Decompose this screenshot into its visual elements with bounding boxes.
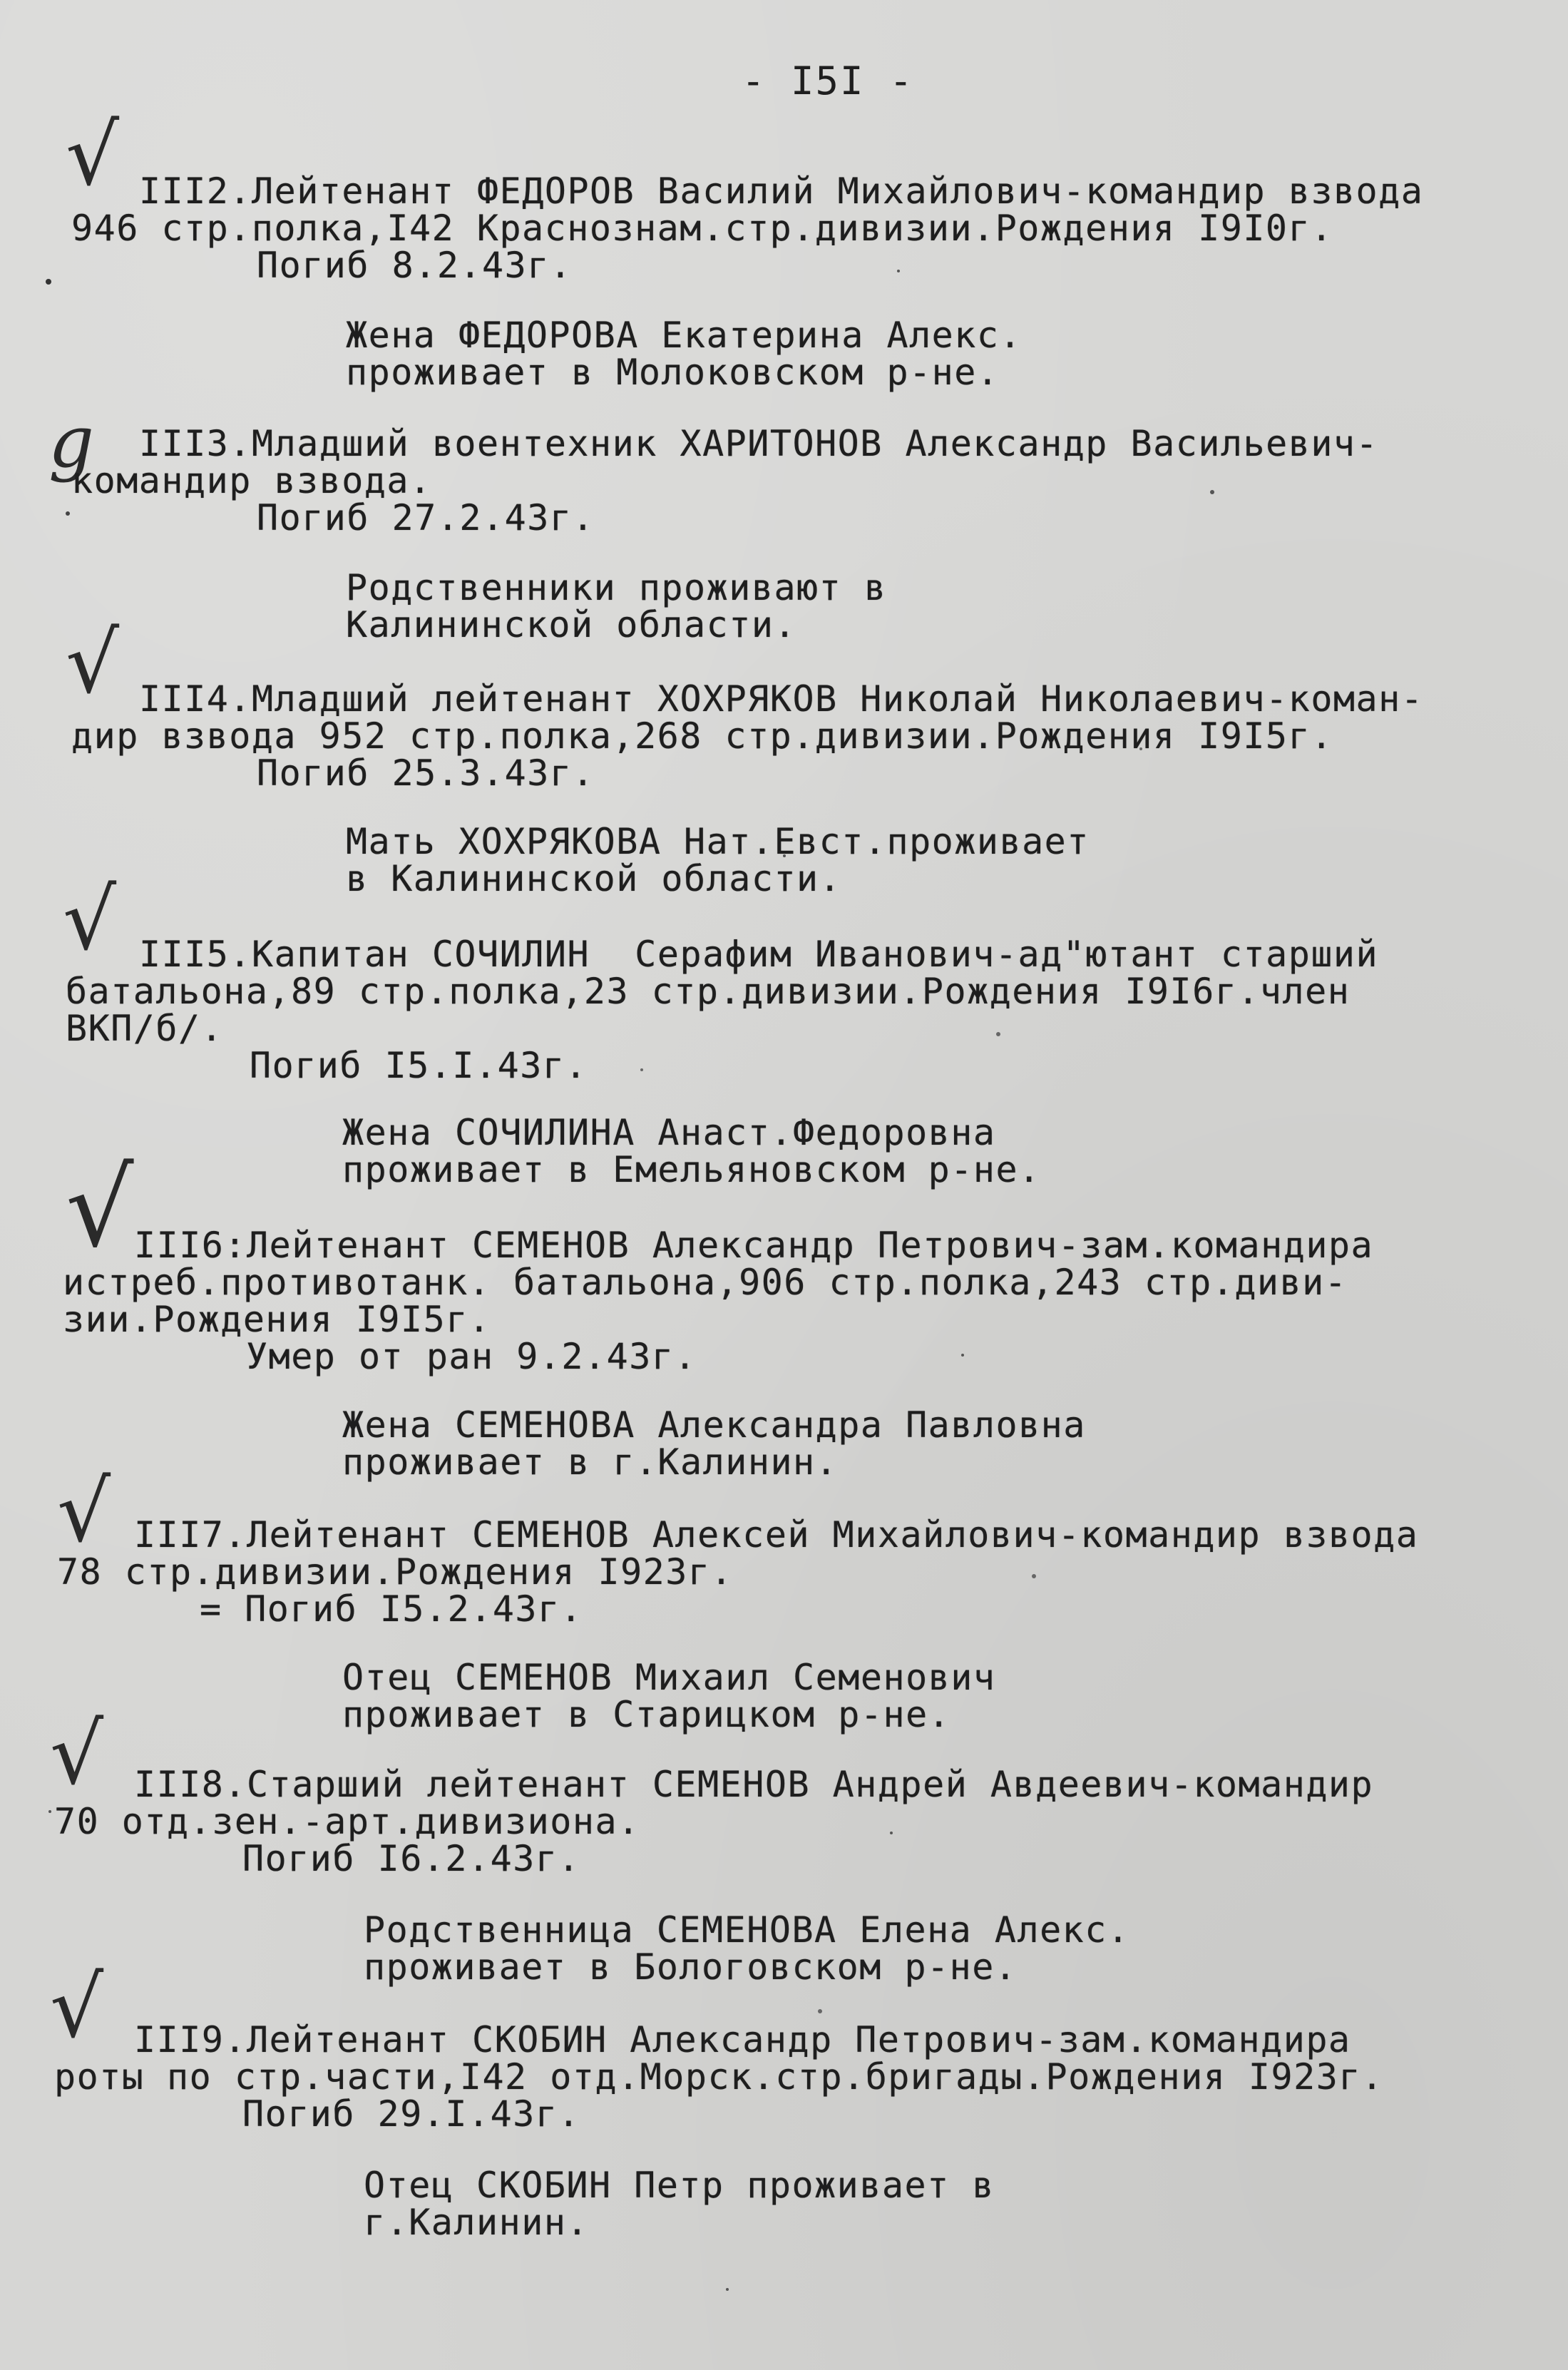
entry-line: III6:Лейтенант СЕМЕНОВ Александр Петрович-зам.командира — [134, 1225, 1374, 1266]
relative-line: в Калининской области. — [346, 858, 842, 899]
entry-line: роты по стр.части,I42 отд.Морск.стр.бригады.Рождения I923г. — [54, 2056, 1384, 2098]
relative-line: Мать ХОХРЯКОВА Нат.Евст.проживает — [346, 821, 1090, 862]
relative-line: Жена СОЧИЛИНА Анаст.Федоровна — [342, 1112, 996, 1153]
death-date: Умер от ран 9.2.43г. — [246, 1336, 697, 1377]
check-mark-icon: √ — [66, 613, 120, 712]
death-date: = Погиб I5.2.43г. — [200, 1588, 583, 1630]
check-mark-icon: √ — [57, 1462, 111, 1561]
relative-line: Жена СЕМЕНОВА Александра Павловна — [342, 1404, 1086, 1446]
entry-line: III5.Капитан СОЧИЛИН Серафим Иванович-ад"ютант старший — [139, 934, 1379, 975]
relative-line: Отец СЕМЕНОВ Михаил Семенович — [342, 1657, 996, 1698]
handwritten-mark-icon: g — [48, 400, 95, 484]
relative-line: проживает в Старицком р-не. — [342, 1694, 951, 1735]
relative-line: Калининской области. — [346, 604, 797, 645]
relative-line: проживает в Бологовском р-не. — [364, 1946, 1018, 1988]
check-mark-icon: √ — [50, 1705, 104, 1803]
check-mark-icon: √ — [50, 1958, 104, 2056]
entry-line: III3.Младший воентехник ХАРИТОНОВ Александр Васильевич- — [139, 423, 1379, 464]
entry-line: истреб.противотанк. батальона,906 стр.полка,243 стр.диви- — [63, 1262, 1348, 1303]
entry-line: батальона,89 стр.полка,23 стр.дивизии.Рождения I9I6г.член — [66, 971, 1351, 1012]
relative-line: проживает в г.Калинин. — [342, 1441, 839, 1483]
relative-line: Родственница СЕМЕНОВА Елена Алекс. — [364, 1909, 1130, 1951]
death-date: Погиб I5.I.43г. — [250, 1045, 588, 1086]
entry-line: дир взвода 952 стр.полка,268 стр.дивизии.Рождения I9I5г. — [71, 715, 1333, 757]
entry-line: III4.Младший лейтенант ХОХРЯКОВ Николай Николаевич-коман- — [139, 678, 1424, 720]
relative-line: проживает в Молоковском р-не. — [346, 352, 1000, 393]
relative-line: Жена ФЕДОРОВА Екатерина Алекс. — [346, 315, 1023, 356]
page-number: - I5I - — [742, 58, 914, 103]
death-date: Погиб 29.I.43г. — [242, 2093, 581, 2135]
entry-line: зии.Рождения I9I5г. — [63, 1299, 491, 1340]
check-mark-icon: √ — [66, 1147, 134, 1271]
entry-line: 78 стр.дивизии.Рождения I923г. — [57, 1551, 734, 1593]
relative-line: Отец СКОБИН Петр проживает в — [364, 2165, 995, 2206]
check-mark-icon: √ — [66, 106, 120, 204]
death-date: Погиб I6.2.43г. — [242, 1838, 581, 1879]
entry-line: 946 стр.полка,I42 Краснознам.стр.дивизии.Рождения I9I0г. — [71, 208, 1333, 249]
death-date: Погиб 25.3.43г. — [257, 752, 595, 794]
entry-line: III2.Лейтенант ФЕДОРОВ Василий Михайлович-командир взвода — [139, 170, 1424, 212]
entry-line: ВКП/б/. — [66, 1008, 224, 1049]
death-date: Погиб 8.2.43г. — [257, 245, 573, 286]
relative-line: г.Калинин. — [364, 2202, 590, 2243]
death-date: Погиб 27.2.43г. — [257, 497, 595, 538]
entry-line: III7.Лейтенант СЕМЕНОВ Алексей Михайлович-командир взвода — [134, 1514, 1419, 1556]
entry-line: 70 отд.зен.-арт.дивизиона. — [54, 1801, 640, 1842]
entry-line: III9.Лейтенант СКОБИН Александр Петрович-зам.командира — [134, 2019, 1351, 2060]
check-mark-icon: √ — [63, 870, 117, 969]
entry-line: командир взвода. — [71, 460, 432, 501]
relative-line: проживает в Емельяновском р-не. — [342, 1149, 1041, 1190]
relative-line: Родственники проживают в — [346, 567, 887, 608]
entry-line: III8.Старший лейтенант СЕМЕНОВ Андрей Авдеевич-командир — [134, 1764, 1374, 1805]
